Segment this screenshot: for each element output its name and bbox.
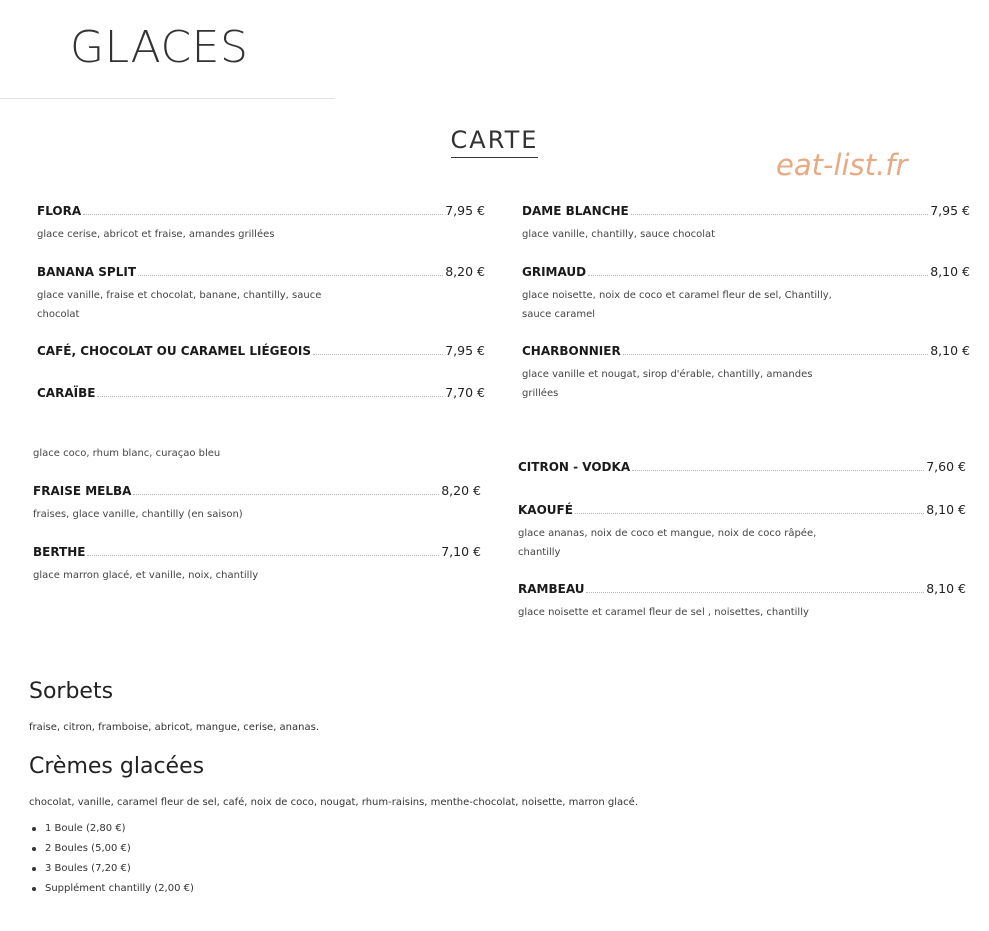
dot-leader [588,274,928,276]
menu-item-citron-vodka [518,459,966,474]
menu-item-flora [37,203,485,244]
item-price: 7,70 € [445,385,485,400]
sorbets-heading: Sorbets [29,679,114,704]
item-name: GRIMAUD [522,265,587,279]
item-description [522,365,970,403]
list-item: 1 Boule (2,80 €) [30,820,194,840]
section-title: CARTE [451,126,539,158]
item-description [37,286,485,324]
dot-leader [623,353,929,355]
menu-item-kaoufe [518,502,966,562]
desc-line: glace noisette, noix de coco et caramel fleur de sel, Chantilly, [522,290,832,301]
dot-leader [631,213,929,215]
dot-leader [575,512,924,514]
item-price: 8,10 € [926,502,966,517]
dot-leader [133,493,439,495]
item-description [518,603,966,622]
sorbets-text: fraise, citron, framboise, abricot, mangue, cerise, ananas. [29,722,319,733]
item-name: CHARBONNIER [522,344,621,358]
list-item: 3 Boules (7,20 €) [30,860,194,880]
desc-line: chantilly [518,547,561,558]
dot-leader [313,353,443,355]
desc-line: glace vanille, fraise et chocolat, banane, chantilly, sauce [37,290,322,301]
desc-line: sauce caramel [522,309,596,320]
desc-line: fraises, glace vanille, chantilly (en saison) [33,509,243,520]
menu-item-caraibe-desc [33,444,481,463]
desc-line: glace ananas, noix de coco et mangue, noix de coco râpée, [518,528,817,539]
watermark: eat-list.fr [776,148,908,182]
dot-leader [138,274,443,276]
item-price: 8,20 € [445,264,485,279]
list-item: Supplément chantilly (2,00 €) [30,880,194,900]
dot-leader [97,395,443,397]
menu-item-caraibe [37,385,485,400]
item-price: 7,95 € [445,343,485,358]
cremes-heading: Crèmes glacées [29,754,205,779]
item-price: 8,10 € [930,264,970,279]
menu-item-cafe-liegeois [37,343,485,358]
menu-item-charbonnier [522,343,970,403]
item-price: 7,95 € [445,203,485,218]
dot-leader [632,469,924,471]
item-price: 8,10 € [930,343,970,358]
item-name: BERTHE [33,545,86,559]
item-price: 8,20 € [441,483,481,498]
item-description [33,566,481,585]
list-item: 2 Boules (5,00 €) [30,840,194,860]
item-description [33,444,481,463]
cremes-text: chocolat, vanille, caramel fleur de sel, café, noix de coco, nougat, rhum-raisins, menthe-chocolat, noisette, marron glacé. [29,797,638,808]
item-name: FLORA [37,204,82,218]
item-description [522,286,970,324]
item-description [522,225,970,244]
desc-line: glace vanille, chantilly, sauce chocolat [522,229,716,240]
item-name: FRAISE MELBA [33,484,132,498]
page-title: GLACES [70,22,249,73]
item-description [33,505,481,524]
dot-leader [83,213,443,215]
item-name: CAFÉ, CHOCOLAT OU CARAMEL LIÉGEOIS [37,344,312,358]
item-name: KAOUFÉ [518,503,573,517]
desc-line: glace noisette et caramel fleur de sel , noisettes, chantilly [518,607,809,618]
dot-leader [586,591,924,593]
menu-item-grimaud [522,264,970,324]
desc-line: chocolat [37,309,80,320]
item-price: 7,95 € [930,203,970,218]
desc-line: glace marron glacé, et vanille, noix, chantilly [33,570,259,581]
desc-line: glace vanille et nougat, sirop d'érable, chantilly, amandes [522,369,813,380]
menu-item-berthe [33,544,481,585]
item-description [518,524,966,562]
cremes-options-list [30,820,194,900]
desc-line: grillées [522,388,559,399]
dot-leader [87,554,439,556]
item-name: RAMBEAU [518,582,585,596]
item-name: CITRON - VODKA [518,460,631,474]
item-name: DAME BLANCHE [522,204,629,218]
item-price: 7,10 € [441,544,481,559]
item-name: CARAÏBE [37,386,96,400]
menu-item-rambeau [518,581,966,622]
item-description [37,225,485,244]
menu-item-fraise-melba [33,483,481,524]
item-price: 7,60 € [926,459,966,474]
item-name: BANANA SPLIT [37,265,137,279]
item-price: 8,10 € [926,581,966,596]
desc-line: glace coco, rhum blanc, curaçao bleu [33,448,221,459]
desc-line: glace cerise, abricot et fraise, amandes grillées [37,229,275,240]
menu-item-banana-split [37,264,485,324]
menu-item-dame-blanche [522,203,970,244]
